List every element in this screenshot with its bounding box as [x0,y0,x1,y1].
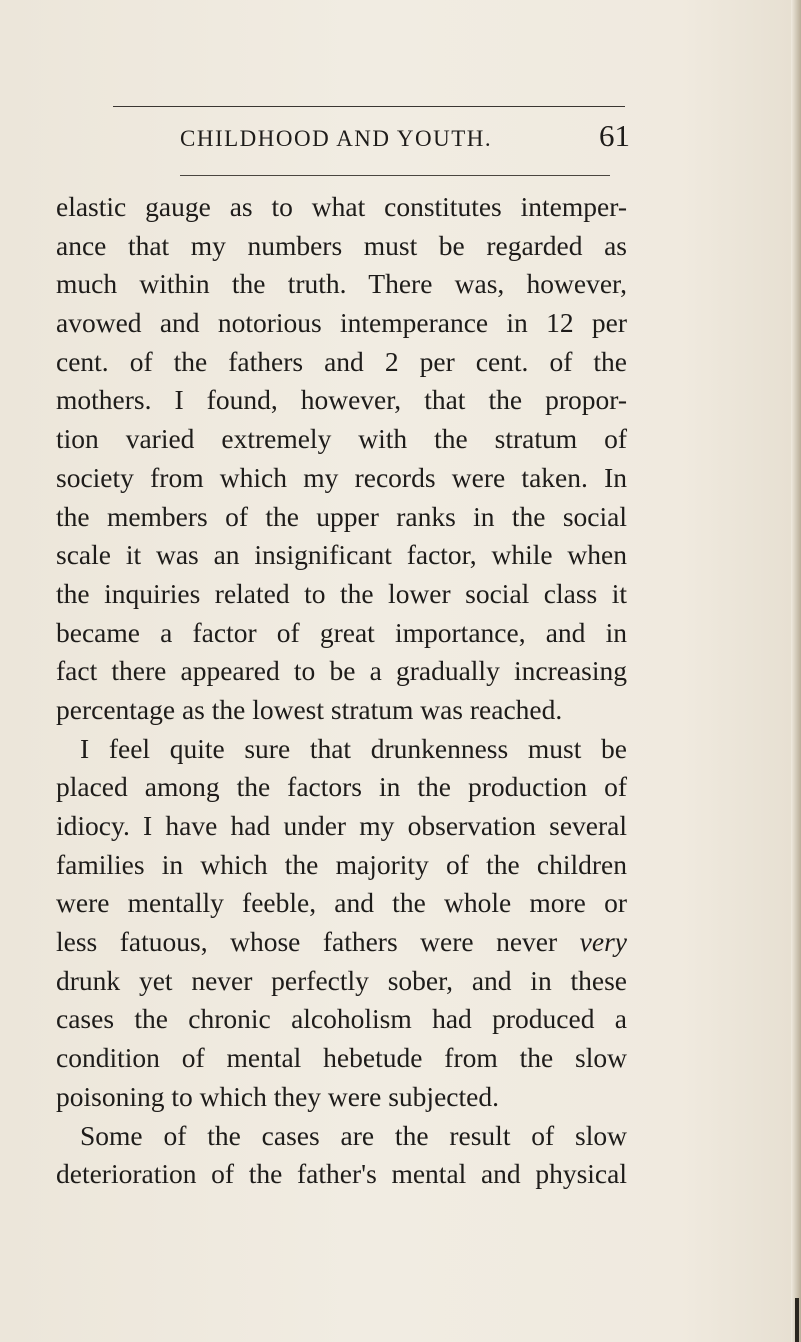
text-line: placed among the factors in the production of [56,771,627,803]
paragraph-start-line: I feel quite sure that drunkenness must be [80,732,627,764]
text-line: cent. of the fathers and 2 per cent. of the [56,345,627,377]
text-line: drunk yet never perfectly sober, and in these [56,964,627,996]
header-rule [180,175,610,176]
edge-mark [795,1298,799,1342]
text-line: the inquiries related to the lower social class it [56,577,627,609]
text-line-with-italic [56,923,627,962]
text-line: avowed and notorious intemperance in 12 per [56,307,627,339]
text-line: scale it was an insignificant factor, while when [56,539,627,571]
running-head-title: CHILDHOOD AND YOUTH. [180,126,493,151]
text-line: were mentally feeble, and the whole more or [56,887,627,919]
text-line: cases the chronic alcoholism had produced a [56,1003,627,1035]
text-line: deterioration of the father's mental and physical [56,1158,627,1190]
text-line: mothers. I found, however, that the propor- [56,384,627,416]
italic-emphasis: very [579,926,627,958]
page-number: 61 [599,118,630,153]
top-rule [113,106,625,107]
text-line: ance that my numbers must be regarded as [56,229,627,261]
text-line: much within the truth. There was, however, [56,268,627,300]
paragraph-end-line: percentage as the lowest stratum was reached. [56,693,563,725]
text-line: condition of mental hebetude from the slow [56,1042,627,1074]
page-edge [791,0,801,1342]
text-line: idiocy. I have had under my observation several [56,810,627,841]
running-head [180,118,630,154]
text-line: elastic gauge as to what constitutes intemper- [56,191,627,222]
text-line: fact there appeared to be a gradually increasing [56,655,627,687]
paragraph-end-line: poisoning to which they were subjected. [56,1080,499,1112]
text-line: became a factor of great importance, and in [56,616,627,648]
body-text [56,188,627,1194]
text-line: society from which my records were taken. In [56,461,627,493]
text-line: tion varied extremely with the stratum of [56,423,627,455]
text-line: families in which the majority of the children [56,848,627,880]
line-text: less fatuous, whose fathers were never [56,926,580,958]
text-line: the members of the upper ranks in the social [56,500,627,532]
paragraph-start-line: Some of the cases are the result of slow [80,1119,627,1151]
